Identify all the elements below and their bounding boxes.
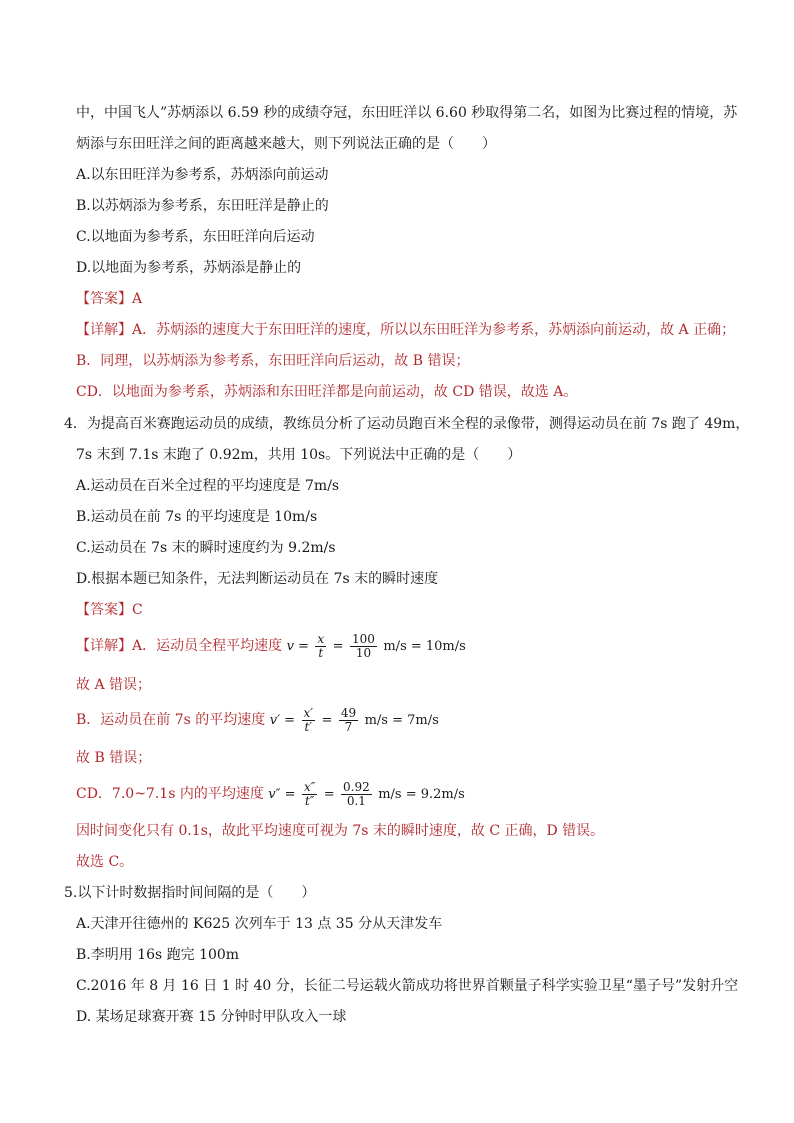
q3-detail-line3: CD．以地面为参考系，苏炳添和东田旺洋都是向前运动，故 CD 错误，故选 A。 (76, 384, 578, 400)
q4-option-a: A.运动员在百米全过程的平均速度是 7m/s (76, 478, 340, 494)
q4-detail-a-conclusion: 故 A 错误； (76, 677, 152, 693)
q5-option-c: C.2016 年 8 月 16 日 1 时 40 分，长征二号运载火箭成功将世界首颗量子科学实验卫星“墨子号”发射升空 (76, 978, 739, 994)
formula-result: m/s = 7m/s (364, 713, 439, 728)
q4-option-d: D.根据本题已知条件，无法判断运动员在 7s 末的瞬时速度 (76, 571, 439, 587)
fraction-x-over-t: $\frac{x'}{t'}$ (303, 705, 314, 734)
q3-answer (76, 289, 142, 309)
q4-detail-cd-line2: 因时间变化只有 0.1s，故此平均速度可视为 7s 末的瞬时速度，故 C 正确，D 错误。 (76, 823, 605, 839)
formula-equals: = (323, 787, 335, 802)
q5-option-d: D. 某场足球赛开赛 15 分钟时甲队攻入一球 (76, 1009, 347, 1025)
fraction-values: $\frac{100}{10}$ (352, 631, 375, 660)
answer-label: 【答案】 (76, 602, 132, 618)
q3-detail-line2: B．同理，以苏炳添为参考系，东田旺洋向后运动，故 B 错误； (76, 353, 470, 369)
detail-label: 【详解】 (76, 638, 132, 654)
q4-detail-cd (76, 779, 465, 810)
q4-detail-b-conclusion: 故 B 错误； (76, 750, 152, 766)
q5-stem: 5.以下计时数据指时间间隔的是（ ） (64, 885, 316, 901)
formula-equals: = (332, 639, 344, 654)
formula-equals: = (321, 713, 333, 728)
fraction-x-over-t: $\frac{x''}{t''}$ (303, 779, 316, 808)
q3-stem-line1: 中，中国飞人”苏炳添以 6.59 秒的成绩夺冠，东田旺洋以 6.60 秒取得第二名，如图为比赛过程的情境，苏 (76, 105, 738, 121)
fraction-values: $\frac{0.92}{0.1}$ (343, 779, 370, 808)
q3-option-d: D.以地面为参考系，苏炳添是静止的 (76, 260, 302, 276)
detail-a-text: A．运动员全程平均速度 (132, 638, 283, 654)
answer-value: C (132, 602, 143, 618)
answer-label: 【答案】 (76, 291, 132, 307)
q3-option-b: B.以苏炳添为参考系，东田旺洋是静止的 (76, 198, 329, 214)
detail-text: A．苏炳添的速度大于东田旺洋的速度，所以以东田旺洋为参考系，苏炳添向前运动，故 A 正确； (132, 322, 736, 338)
q5-option-b: B.李明用 16s 跑完 100m (76, 947, 240, 963)
q4-detail-a (76, 631, 466, 662)
q4-option-c: C.运动员在 7s 末的瞬时速度约为 9.2m/s (76, 540, 336, 556)
detail-label: 【详解】 (76, 322, 132, 338)
q4-option-b: B.运动员在前 7s 的平均速度是 10m/s (76, 509, 318, 525)
formula-lhs: v′ = (269, 713, 296, 728)
formula-result: m/s = 10m/s (383, 639, 466, 654)
detail-b-text: B．运动员在前 7s 的平均速度 (76, 712, 266, 728)
q3-option-c: C.以地面为参考系，东田旺洋向后运动 (76, 229, 315, 245)
q4-stem-line2: 7s 末到 7.1s 末跑了 0.92m，共用 10s。下列说法中正确的是（ ） (76, 447, 522, 463)
q3-stem-line2: 炳添与东田旺洋之间的距离越来越大，则下列说法正确的是（ ） (76, 136, 496, 152)
q4-stem-line1: 4．为提高百米赛跑运动员的成绩，教练员分析了运动员跑百米全程的录像带，测得运动员在前 7s 跑了 49m， (64, 416, 750, 432)
q5-option-a: A.天津开往德州的 K625 次列车于 13 点 35 分从天津发车 (76, 916, 443, 932)
formula-lhs: v = (286, 639, 309, 654)
formula-lhs: v″ = (268, 787, 296, 802)
fraction-x-over-t: $\frac{x}{t}$ (317, 631, 325, 660)
fraction-values: $\frac{49}{7}$ (340, 705, 357, 734)
answer-value: A (132, 291, 143, 307)
q3-option-a: A.以东田旺洋为参考系，苏炳添向前运动 (76, 167, 329, 183)
q4-detail-final: 故选 C。 (76, 854, 134, 870)
detail-cd-text: CD．7.0~7.1s 内的平均速度 (76, 786, 264, 802)
q4-detail-b (76, 705, 439, 736)
q4-answer (76, 600, 143, 620)
formula-result: m/s = 9.2m/s (378, 787, 465, 802)
q3-detail-line1 (76, 320, 735, 340)
